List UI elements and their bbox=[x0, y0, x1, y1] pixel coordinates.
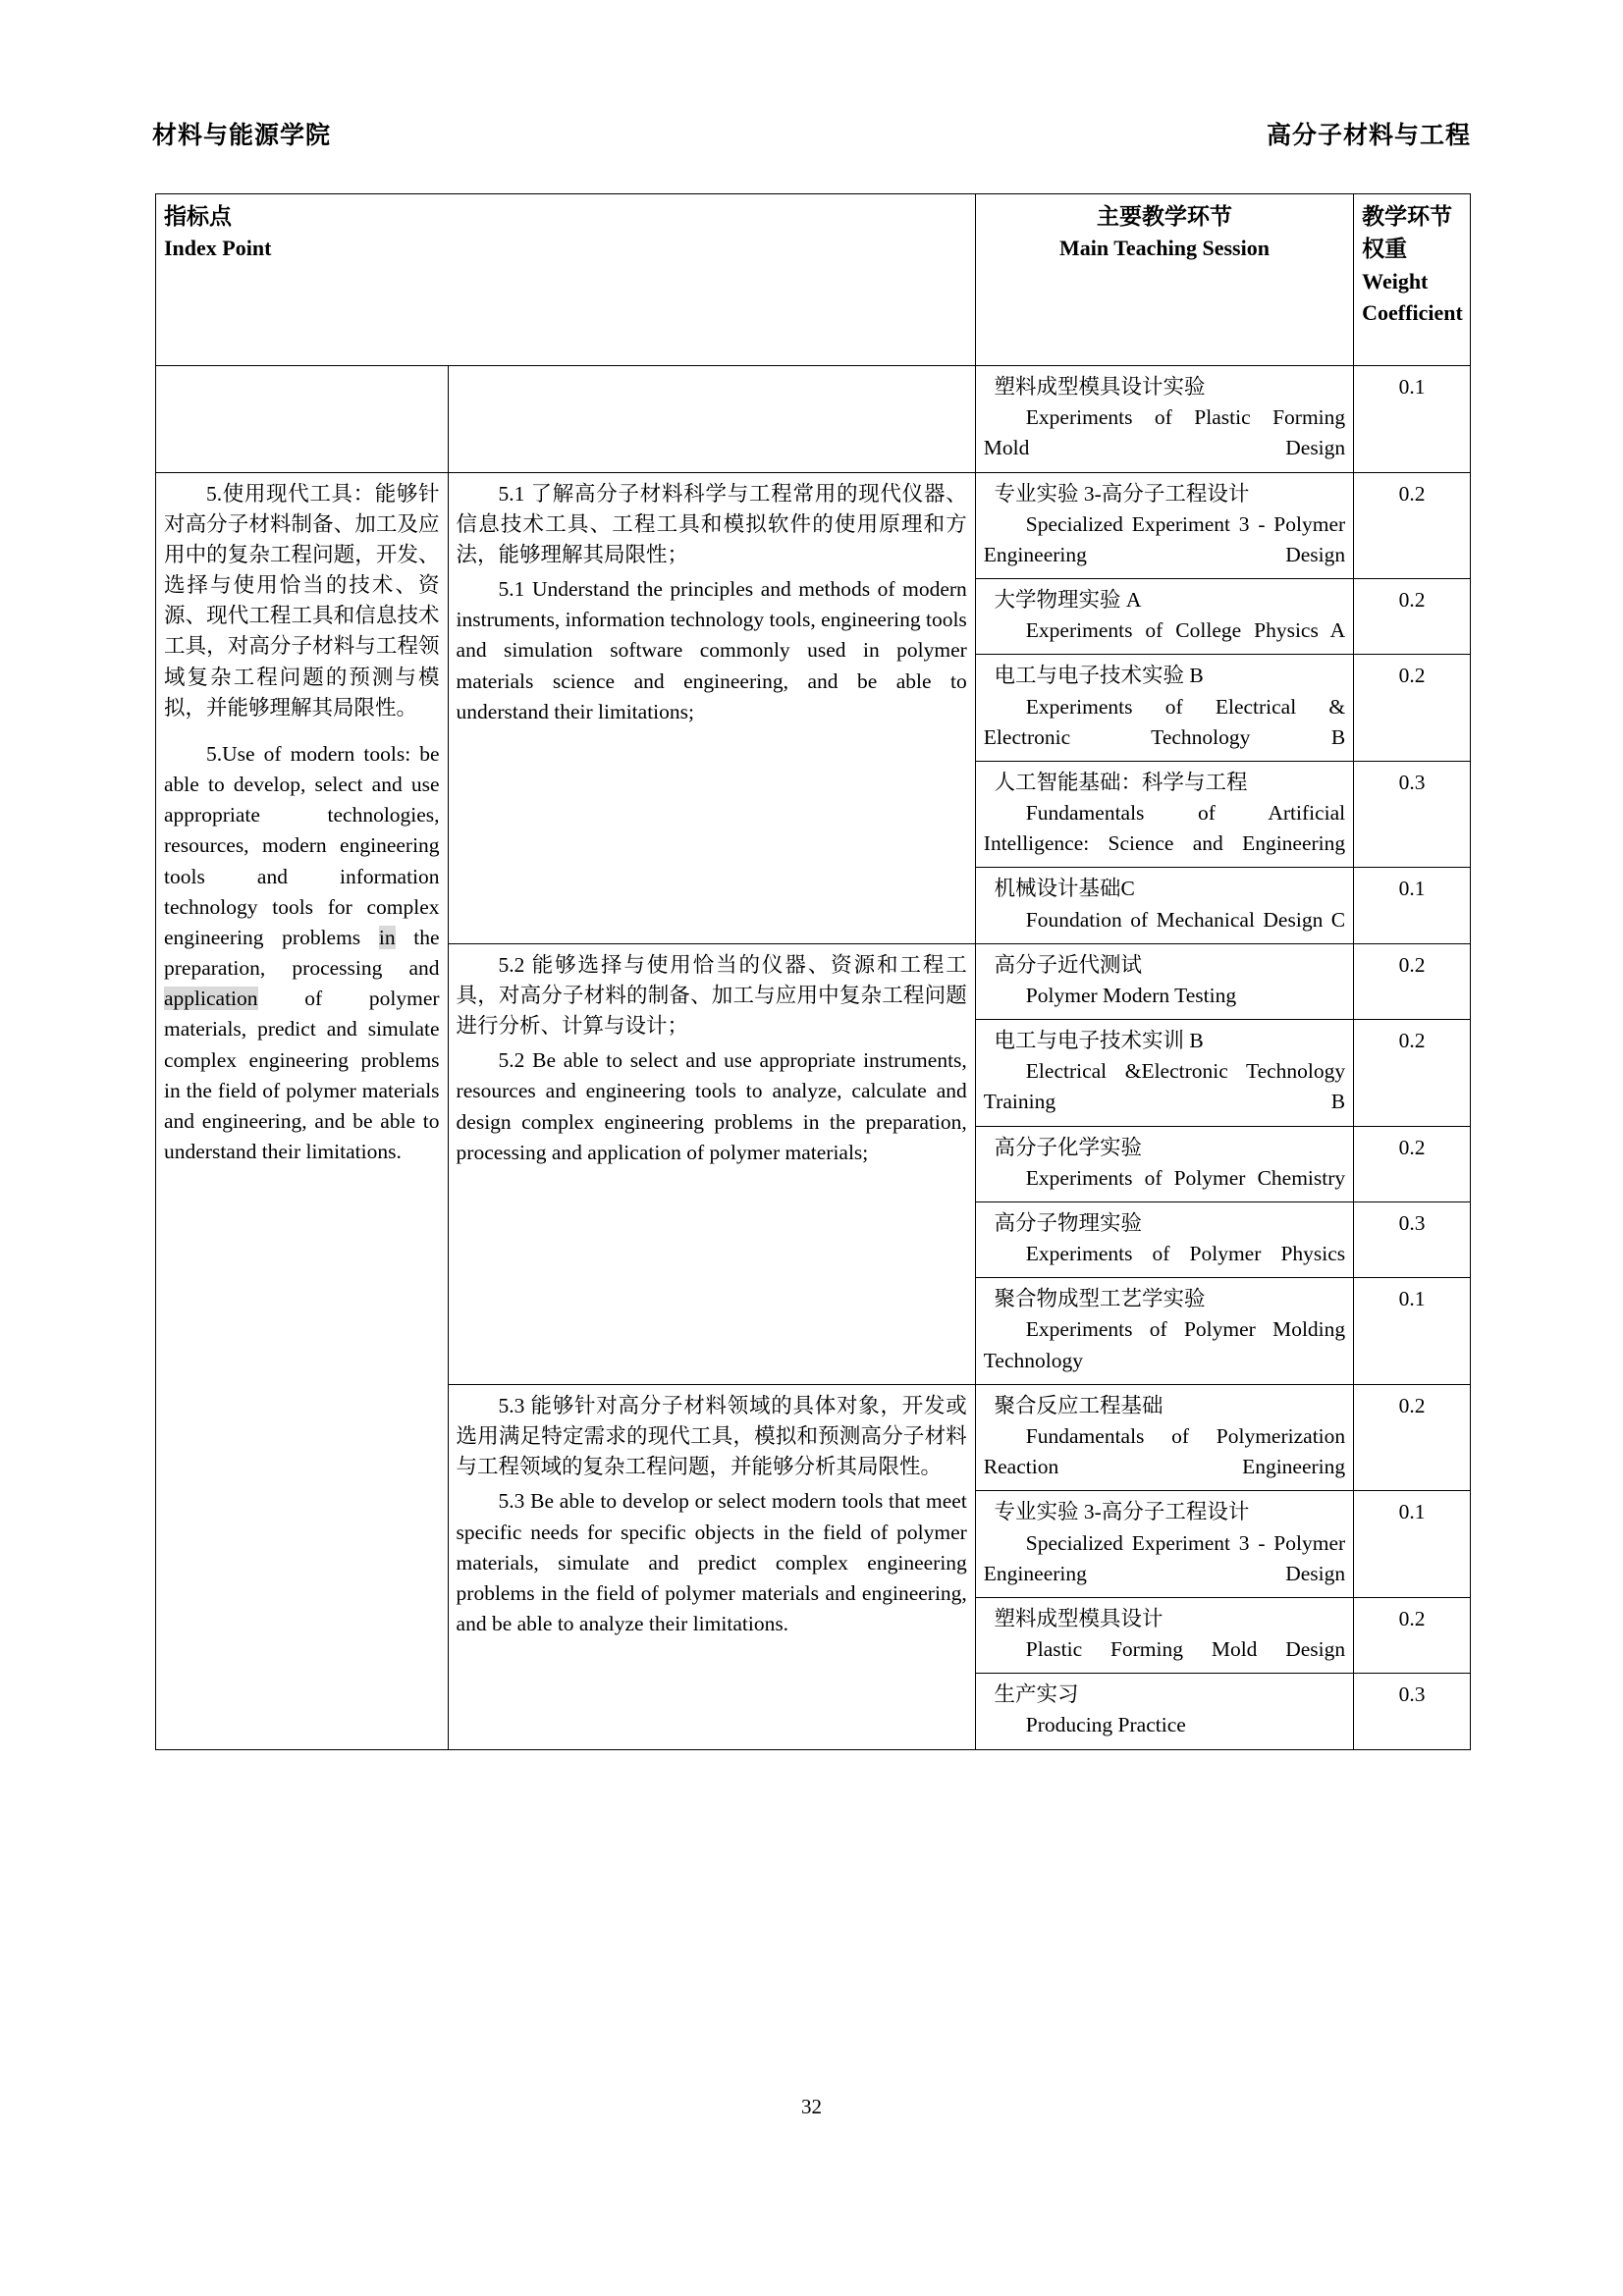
description-5-2-cn: 5.2 能够选择与使用恰当的仪器、资源和工程工具，对高分子材料的制备、加工与应用中复杂工程问题进行分析、计算与设计； bbox=[456, 952, 967, 1039]
session-cell bbox=[975, 1597, 1353, 1673]
session-cell bbox=[975, 1278, 1353, 1385]
table-row bbox=[156, 472, 1471, 579]
session-cell bbox=[975, 366, 1353, 473]
header-teaching-session-en: Main Teaching Session bbox=[1059, 236, 1270, 261]
session-cell bbox=[975, 1201, 1353, 1277]
session-cell bbox=[975, 761, 1353, 868]
session-name-cn: 机械设计基础C bbox=[994, 877, 1135, 901]
description-5-2-en: 5.2 Be able to select and use appropriate instruments, resources and engineering tools to analyze, calculate and design complex engineering problems in the preparation, processing and application of polymer materials; bbox=[456, 1048, 967, 1164]
page-number: 32 bbox=[801, 2095, 822, 2118]
weight-value: 0.1 bbox=[1354, 366, 1471, 473]
curriculum-table-wrapper bbox=[155, 193, 1471, 1750]
header-teaching-session bbox=[975, 194, 1353, 366]
index-point-en-highlight-in: in bbox=[378, 925, 396, 949]
session-name-cn: 人工智能基础：科学与工程 bbox=[994, 770, 1248, 794]
session-name-cn: 聚合物成型工艺学实验 bbox=[994, 1287, 1206, 1311]
description-5-1-en: 5.1 Understand the principles and methods of modern instruments, information technology tools, engineering tools and simulation software commonly used in polymer materials science and engineering, and be able to understand their limitations; bbox=[456, 577, 967, 723]
header-index-point-cn: 指标点 bbox=[164, 204, 232, 229]
session-name-en: Specialized Experiment 3 - Polymer Engineering Design bbox=[983, 1530, 1346, 1585]
session-name-en: Experiments of Polymer Molding Technology bbox=[983, 1317, 1346, 1372]
session-name-cn: 电工与电子技术实训 B bbox=[994, 1029, 1204, 1053]
description-5-3-en: 5.3 Be able to develop or select modern tools that meet specific needs for specific objects in the field of polymer materials, simulate and predict complex engineering problems in the field of polymer materials and engineering, and be able to analyze their limitations. bbox=[456, 1489, 967, 1636]
index-point-en-part1: 5.Use of modern tools: be able to develop, select and use appropriate technologies, resources, modern engineering tools and information technology tools for complex engineering problems bbox=[164, 741, 440, 949]
header-right-title: 高分子材料与工程 bbox=[1266, 123, 1471, 149]
weight-value: 0.1 bbox=[1354, 868, 1471, 943]
table-row bbox=[156, 366, 1471, 473]
index-point-en-part2: the preparation, processing and bbox=[164, 925, 440, 981]
description-5-1-cn: 5.1 了解高分子材料科学与工程常用的现代仪器、信息技术工具、工程工具和模拟软件的使用原理和方法，能够理解其局限性； bbox=[456, 481, 967, 566]
session-name-en: Experiments of Polymer Chemistry bbox=[1025, 1165, 1346, 1190]
header-left-title: 材料与能源学院 bbox=[152, 123, 332, 149]
session-name-cn: 专业实验 3-高分子工程设计 bbox=[994, 481, 1250, 506]
session-cell bbox=[975, 868, 1353, 943]
index-point-cell bbox=[156, 472, 449, 1749]
weight-value: 0.2 bbox=[1354, 1597, 1471, 1673]
header-index-point bbox=[156, 194, 976, 366]
session-name-en: Fundamentals of Artificial Intelligence: Science and Engineering bbox=[983, 801, 1346, 856]
weight-value: 0.2 bbox=[1354, 1384, 1471, 1491]
session-name-cn: 电工与电子技术实验 B bbox=[994, 664, 1204, 688]
header-teaching-session-cn: 主要教学环节 bbox=[1096, 204, 1232, 229]
description-empty bbox=[448, 366, 975, 473]
weight-value: 0.3 bbox=[1354, 1674, 1471, 1749]
description-5-3-cn: 5.3 能够针对高分子材料领域的具体对象，开发或选用满足特定需求的现代工具，模拟和预测高分子材料与工程领域的复杂工程问题，并能够分析其局限性。 bbox=[456, 1393, 967, 1479]
session-name-en: Experiments of Electrical & Electronic Technology B bbox=[983, 694, 1346, 749]
header-index-point-en: Index Point bbox=[164, 236, 272, 261]
weight-value: 0.3 bbox=[1354, 761, 1471, 868]
session-cell bbox=[975, 943, 1353, 1019]
session-name-cn: 高分子化学实验 bbox=[994, 1135, 1143, 1159]
weight-value: 0.2 bbox=[1354, 579, 1471, 655]
weight-value: 0.3 bbox=[1354, 1201, 1471, 1277]
session-cell bbox=[975, 1020, 1353, 1127]
weight-value: 0.2 bbox=[1354, 1126, 1471, 1201]
page-header bbox=[152, 116, 1471, 151]
index-point-en-highlight-application: application bbox=[164, 987, 258, 1011]
description-cell-5-1 bbox=[448, 472, 975, 943]
session-cell bbox=[975, 579, 1353, 655]
description-cell-5-3 bbox=[448, 1384, 975, 1749]
session-cell bbox=[975, 1126, 1353, 1201]
session-name-cn: 塑料成型模具设计 bbox=[994, 1606, 1163, 1630]
index-point-empty bbox=[156, 366, 449, 473]
index-point-cn: 5.使用现代工具：能够针对高分子材料制备、加工及应用中的复杂工程问题，开发、选择与使用恰当的技术、资源、现代工程工具和信息技术工具，对高分子材料与工程领域复杂工程问题的预测与模拟，并能够理解其局限性。 bbox=[164, 481, 440, 720]
weight-value: 0.2 bbox=[1354, 472, 1471, 579]
session-name-en: Producing Practice bbox=[1025, 1713, 1186, 1737]
weight-value: 0.2 bbox=[1354, 1020, 1471, 1127]
session-name-en: Experiments of Polymer Physics bbox=[1025, 1242, 1346, 1266]
session-name-cn: 高分子物理实验 bbox=[994, 1210, 1143, 1235]
session-name-cn: 大学物理实验 A bbox=[994, 588, 1142, 613]
session-name-en: Foundation of Mechanical Design C bbox=[1025, 907, 1346, 932]
description-cell-5-2 bbox=[448, 943, 975, 1384]
session-name-cn: 聚合反应工程基础 bbox=[994, 1393, 1163, 1417]
table-header-row bbox=[156, 194, 1471, 366]
session-name-en: Experiments of College Physics A bbox=[1025, 618, 1346, 643]
session-name-cn: 生产实习 bbox=[994, 1682, 1079, 1707]
weight-value: 0.2 bbox=[1354, 943, 1471, 1019]
session-name-cn: 高分子近代测试 bbox=[994, 952, 1143, 977]
session-name-en: Specialized Experiment 3 - Polymer Engineering Design bbox=[983, 511, 1346, 566]
session-name-en: Fundamentals of Polymerization Reaction Engineering bbox=[983, 1423, 1346, 1479]
session-cell bbox=[975, 1384, 1353, 1491]
session-cell bbox=[975, 1674, 1353, 1749]
weight-value: 0.1 bbox=[1354, 1278, 1471, 1385]
session-name-cn: 专业实验 3-高分子工程设计 bbox=[994, 1500, 1250, 1524]
index-point-en bbox=[164, 739, 440, 1167]
session-cell bbox=[975, 472, 1353, 579]
session-name-en: Plastic Forming Mold Design bbox=[1025, 1637, 1346, 1662]
header-weight-coefficient bbox=[1354, 194, 1471, 366]
session-name-en: Experiments of Plastic Forming Mold Design bbox=[983, 405, 1346, 460]
weight-value: 0.2 bbox=[1354, 655, 1471, 762]
header-weight-cn: 教学环节权重 bbox=[1362, 204, 1453, 262]
session-cell bbox=[975, 655, 1353, 762]
weight-value: 0.1 bbox=[1354, 1491, 1471, 1598]
session-name-en: Polymer Modern Testing bbox=[1025, 983, 1237, 1007]
session-name-cn: 塑料成型模具设计实验 bbox=[994, 375, 1206, 399]
header-weight-en: Weight Coefficient bbox=[1362, 268, 1463, 325]
session-name-en: Electrical &Electronic Technology Training B bbox=[983, 1059, 1346, 1114]
curriculum-table bbox=[155, 193, 1471, 1750]
session-cell bbox=[975, 1491, 1353, 1598]
index-point-en-part3: of polymer materials, predict and simulate complex engineering problems in the field of polymer materials and engineering, and be able to understand their limitations. bbox=[164, 987, 440, 1164]
